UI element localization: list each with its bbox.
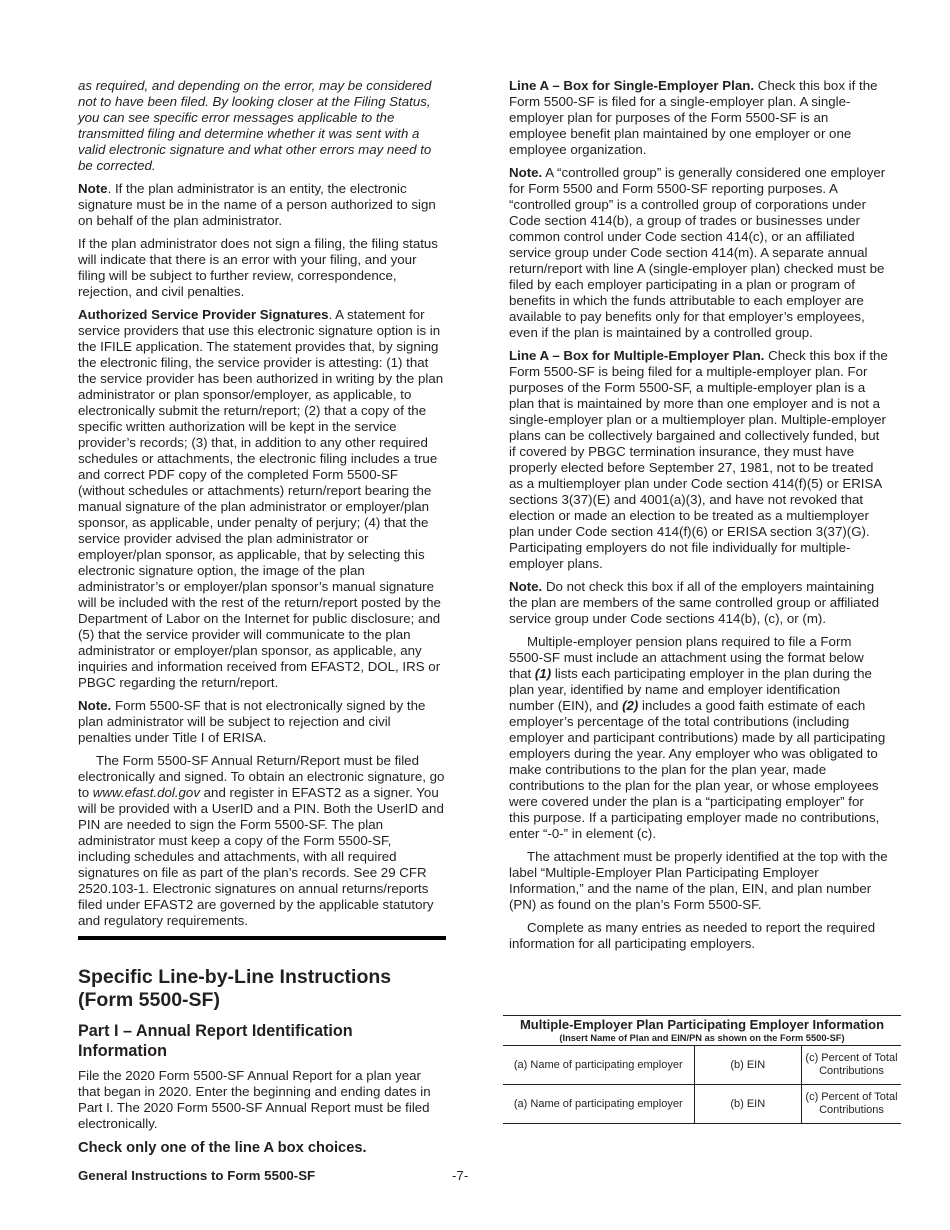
- error-status-paragraph: as required, and depending on the error, may be considered not to have been filed. By looking closer at the Filing Status, you can see specific error messages applicable to the transmitted filing and determine whether it was sent with a valid electronic signature and what other errors may need to be corrected.: [78, 78, 432, 173]
- footer-title: General Instructions to Form 5500-SF: [78, 1168, 316, 1183]
- attachment-label-paragraph: The attachment must be properly identified at the top with the label “Multiple-Employer Plan Participating Employer Information,” and the name of the plan, EIN, and plan number (PN) as found on the plan’s Form 5500-SF.: [509, 849, 888, 912]
- table-title: Multiple-Employer Plan Participating Employer Information: [519, 1017, 885, 1032]
- percent-cell: (c) Percent of Total Contributions: [801, 1046, 901, 1085]
- table-row: [503, 1046, 901, 1085]
- note-text: . If the plan administrator is an entity, the electronic signature must be in the name of a person authorized to sign on behalf of the plan administrator.: [78, 181, 436, 228]
- part-one-paragraph: File the 2020 Form 5500-SF Annual Report for a plan year that began in 2020. Enter the beginning and ending dates in Part I. The 2020 Form 5500-SF Annual Report must be filed electronically.: [78, 1068, 431, 1131]
- authorized-provider-heading: Authorized Service Provider Signatures: [78, 307, 329, 322]
- paragraph-text: Check this box if the Form 5500-SF is filed for a single-employer plan. A single-employer plan for purposes of the Form 5500-SF is an employee benefit plan maintained by one employer or one employee organization.: [509, 78, 878, 157]
- authorized-provider-text: . A statement for service providers that use this electronic signature option is in the IFILE application. The statement provides that, by signing the electronic filing, the service provider is attesting: (1) that the service provider has been authorized in writing by the plan administrator or plan sponsor/employer, as applicable, to electronically submit the return/report; (2) that a copy of the specific written authorization will be kept in the service provider’s records; (3) that, in addition to any other required schedules or attachments, the electronic filing includes a true and correct PDF copy of the completed Form 5500-SF (without schedules or attachments) return/report bearing the manual signature of the plan administrator or employer/plan sponsor, as applicable, under penalty of perjury; (4) that the service provider advised the plan administrator or employer/plan sponsor, as applicable, that by selecting this electronic signature option, the image of the plan administrator’s or employer/plan sponsor’s manual signature will be included with the rest of the return/report posted by the Department of Labor on the Internet for public disclosure; and (5) that the service provider will communicate to the plan administrator or employer/plan sponsor, as applicable, any inquiries and information received from EFAST2, DOL, IRS or PBGC regarding the return/report.: [78, 307, 444, 690]
- note-text: Form 5500-SF that is not electronically signed by the plan administrator will be subject to rejection and civil penalties under Title I of ERISA.: [78, 698, 426, 745]
- paragraph-text: lists each participating employer in the plan during the plan year, identified by name and employer identification number (EIN), and: [509, 666, 872, 713]
- efast-link[interactable]: www.efast.dol.gov: [92, 785, 200, 800]
- note-text: Do not check this box if all of the employers maintaining the plan are members of the same controlled group or affiliated service group under Code sections 414(b), (c), or (m).: [509, 579, 880, 626]
- check-instruction: Check only one of the line A box choices.: [78, 1140, 367, 1156]
- table-grid: [503, 1046, 901, 1124]
- ein-cell: (b) EIN: [694, 1085, 801, 1124]
- complete-entries-paragraph: Complete as many entries as needed to report the required information for all participating employers.: [509, 920, 876, 951]
- employer-name-cell: (a) Name of participating employer: [503, 1046, 694, 1085]
- section-divider: [78, 936, 446, 940]
- employer-name-cell: (a) Name of participating employer: [503, 1085, 694, 1124]
- line-a-single-heading: Line A – Box for Single-Employer Plan.: [509, 78, 755, 93]
- note-label: Note.: [509, 579, 543, 594]
- note-label: Note: [78, 181, 108, 196]
- page-number: -7-: [452, 1168, 469, 1183]
- table-row: [503, 1085, 901, 1124]
- left-column: [78, 78, 446, 1157]
- note-label: Note.: [78, 698, 112, 713]
- unsigned-note: [78, 698, 446, 746]
- subsection-heading: Part I – Annual Report Identification Information: [78, 1022, 353, 1060]
- multiple-employer-paragraph: [509, 348, 888, 572]
- paragraph-text: includes a good faith estimate of each employer’s percentage of the total contributions (including employer and participant contributions) made by all participating employers during the year. Any employer who was obligated to make contributions to the plan for the plan year, made contributions to the plan for the plan year, or whose employees were covered under the plan is a “participating employer” for this purpose. If a participating employer made no contributions, enter “-0-” in element (c).: [509, 698, 886, 841]
- note-label: Note.: [509, 165, 543, 180]
- section-heading: Specific Line-by-Line Instructions (Form 5500-SF): [78, 966, 392, 1011]
- unsigned-filing-paragraph: If the plan administrator does not sign a filing, the filing status will indicate that there is an error with your filing, and your filing will be subject to further review, correspondence, rejection, and civil penalties.: [78, 236, 438, 299]
- paragraph-text: The Form 5500-SF Annual Return/Report must be filed electronically and signed. To obtain an electronic signature, go to: [78, 753, 445, 800]
- do-not-check-note: [509, 579, 888, 627]
- note-text: A “controlled group” is generally considered one employer for Form 5500 and Form 5500-SF reporting purposes. A “controlled group” is a controlled group of corporations under Code section 414(b), a group of trades or businesses under common control under Code section 414(c), or an affiliated service group under Code section 414(m). A separate annual return/report with line A (single-employer plan) checked must be filed by each employer participating in a plan or program of benefits in which the funds attributable to each employer are available to pay benefits only for that employer’s employees, even if the plan is maintained by a controlled group.: [509, 165, 886, 340]
- paragraph-text: Check this box if the Form 5500-SF is being filed for a multiple-employer plan. For purposes of the Form 5500-SF, a multiple-employer plan is a plan that is maintained by more than one employer and is not a single-employer plan or a multiemployer plan. Multiple-employer plans can be collectively bargained and collectively funded, but if covered by PBGC termination insurance, they must have properly elected before September 27, 1981, not to be treated as a multiemployer plan under Code section 414(f)(5) or ERISA sections 3(37)(E) and 4001(a)(3), and have not revoked that election or made an election to be treated as a multiemployer plan under Code section 414(f)(6) or ERISA section 3(37)(G). Participating employers do not file individually for multiple-employer plans.: [509, 348, 888, 571]
- paragraph-text: Multiple-employer pension plans required to file a Form 5500-SF must include an attachment using the format below that: [509, 634, 864, 681]
- line-a-multiple-heading: Line A – Box for Multiple-Employer Plan.: [509, 348, 765, 363]
- controlled-group-note: [509, 165, 888, 341]
- attachment-requirement-paragraph: [509, 634, 888, 842]
- single-employer-paragraph: [509, 78, 888, 158]
- right-column: [509, 78, 888, 959]
- item-marker: (1): [534, 666, 552, 681]
- electronic-signature-paragraph: [78, 753, 446, 929]
- item-marker: (2): [622, 698, 639, 713]
- authorized-provider-paragraph: [78, 307, 446, 691]
- participating-employer-table: [503, 1015, 901, 1124]
- ein-cell: (b) EIN: [694, 1046, 801, 1085]
- paragraph-text: and register in EFAST2 as a signer. You will be provided with a UserID and a PIN. Both the UserID and PIN are needed to sign the Form 5500-SF. The plan administrator must keep a copy of the Form 5500-SF, including schedules and attachments, with all required signatures on file as part of the plan’s records. See 29 CFR 2520.103-1. Electronic signatures on annual returns/reports filed under EFAST2 are governed by the applicable statutory and regulatory requirements.: [78, 785, 444, 928]
- entity-note: [78, 181, 446, 229]
- percent-cell: (c) Percent of Total Contributions: [801, 1085, 901, 1124]
- table-subtitle: (Insert Name of Plan and EIN/PN as shown on the Form 5500-SF): [503, 1033, 901, 1046]
